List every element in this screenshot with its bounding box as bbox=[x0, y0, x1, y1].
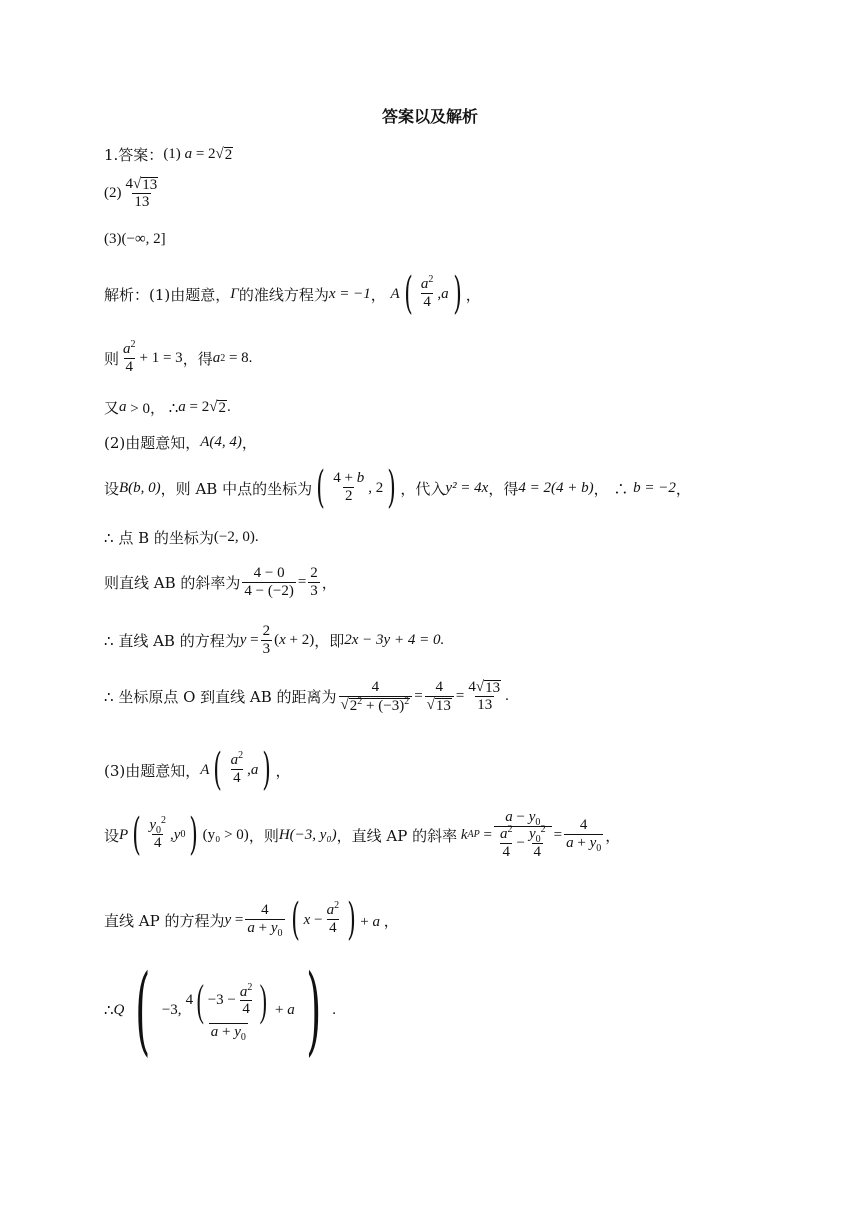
point-q-line: ∴ Q ( −3, 4 ( −3 − $\frac{a^2}{4}$ ) $a + y_0$ + a ) . bbox=[104, 954, 336, 1066]
analysis-3-line: 又 a > 0， ∴ a = 2 √ 2 . bbox=[104, 398, 231, 417]
point-h: H(−3, y₀) bbox=[278, 826, 337, 843]
gamma-symbol: Γ bbox=[230, 285, 239, 302]
point-p-line: 设 P ( $\frac{y_0^2}{4}$ , y 0 ) (y₀ > 0) ，则 H(−3, y₀) ，直线 AP 的斜率 k AP = $a - y_0$ $\frac{a^2}{4}$ − $\frac{y_0^2}{4}$ = $\frac{4}{a + y_0}$ ， bbox=[104, 809, 621, 860]
directrix-text: 的准线方程为 bbox=[238, 285, 329, 304]
answer-2-fraction: 4 √ 13 13 bbox=[125, 176, 158, 210]
get-text-2: ，得 bbox=[488, 479, 519, 498]
slope-text: 则直线 AB 的斜率为 bbox=[104, 574, 241, 593]
substitute-text: ，代入 bbox=[400, 479, 446, 498]
distance-text: 坐标原点 O 到直线 AB 的距离为 bbox=[118, 688, 337, 707]
answer-3-value: (−∞, 2] bbox=[121, 231, 166, 247]
ap-equation-line: 直线 AP 的方程为 y = $\frac{4}{a + y_0}$ ( x − $\frac{a^2}{4}$ ) + a ， bbox=[104, 894, 399, 945]
analysis-label: 解析： bbox=[104, 285, 150, 304]
slope-line: 则直线 AB 的斜率为 $\frac{4 - 0}{4 - (-2)}$ = $\frac{2}{3}$ ， bbox=[104, 565, 337, 599]
analysis-2-line: 则 $\frac{a^2}{4}$ + 1 = 3 ，得 a 2 = 8. bbox=[104, 339, 253, 375]
point-a: A(4, 4) bbox=[200, 434, 242, 450]
then-text: 则 bbox=[104, 350, 120, 369]
answer-3-number: (3) bbox=[104, 231, 122, 247]
also-text: 又 bbox=[104, 399, 120, 417]
line-eq-text: 直线 AB 的方程为 bbox=[118, 632, 240, 651]
y0-positive: (y₀ > 0) bbox=[202, 826, 249, 843]
part-3-line: (3)由题意知， A ( $\frac{a^2}{4}$ , a ) ， bbox=[104, 744, 291, 795]
distance-line: ∴ 坐标原点 O 到直线 AB 的距离为 4 √ $2^2 + (-3)^2$ = 4 √ 13 = 4 √ 13 13 . bbox=[104, 679, 509, 714]
midpoint-text: ，则 AB 中点的坐标为 bbox=[160, 479, 313, 498]
directrix-equation: x = −1 bbox=[328, 285, 371, 302]
general-equation: 2x − 3y + 4 = 0. bbox=[344, 632, 445, 649]
let-text: 设 bbox=[104, 479, 120, 498]
point-b: B(b, 0) bbox=[119, 479, 161, 496]
parabola-equation: y² = 4x bbox=[445, 479, 489, 496]
get-text: ，得 bbox=[182, 350, 213, 369]
let-p-text: 设 bbox=[104, 826, 120, 845]
point-b-line: ∴ 点 B 的坐标为 (−2, 0). bbox=[104, 528, 259, 547]
then-h-text: ，则 bbox=[248, 826, 279, 845]
ap-eq-text: 直线 AP 的方程为 bbox=[104, 911, 225, 930]
line-equation-line: ∴ 直线 AB 的方程为 y = $\frac{2}{3}$ (x + 2) ，即 2x − 3y + 4 = 0. bbox=[104, 623, 445, 657]
point-b-coord: (−2, 0). bbox=[213, 529, 259, 545]
part-2-line: (2)由题意知， A(4, 4) ， bbox=[104, 434, 257, 452]
answer-2-line bbox=[104, 177, 162, 211]
therefore-symbol: ∴ bbox=[168, 398, 179, 417]
answer-2-number: (2) bbox=[104, 185, 122, 202]
b-value: b = −2 bbox=[633, 479, 676, 496]
question-label: 1.答案： bbox=[104, 146, 164, 164]
part-2-intro: (2)由题意知， bbox=[104, 434, 201, 452]
answer-1-formula: a bbox=[180, 146, 193, 162]
part-3-intro: (3)由题意知， bbox=[104, 761, 201, 780]
part-1-intro: (1)由题意， bbox=[149, 285, 231, 304]
page-title: 答案以及解析 bbox=[381, 107, 478, 126]
part-2-midpoint-line: 设 B(b, 0) ，则 AB 中点的坐标为 ( $\frac{4 + b}{2}$ , 2 ) ，代入 y² = 4x ，得 4 = 2(4 + b) ， ∴ b = −2 ， bbox=[104, 462, 691, 513]
answer-1-line: 1.答案： (1) a = 2 √ 2 bbox=[104, 145, 233, 164]
answer-1-number: (1) bbox=[163, 146, 181, 162]
i-e-text: ，即 bbox=[314, 632, 345, 651]
analysis-1-line: 解析： (1)由题意， Γ 的准线方程为 x = −1 ， A ( $\frac{a^2}{4}$ , a ) ， bbox=[104, 268, 481, 319]
point-b-text: 点 B 的坐标为 bbox=[118, 529, 214, 547]
answer-3-line bbox=[104, 231, 166, 248]
ap-slope-text: ，直线 AP 的斜率 bbox=[336, 826, 458, 845]
b-equation: 4 = 2(4 + b) bbox=[518, 479, 594, 496]
